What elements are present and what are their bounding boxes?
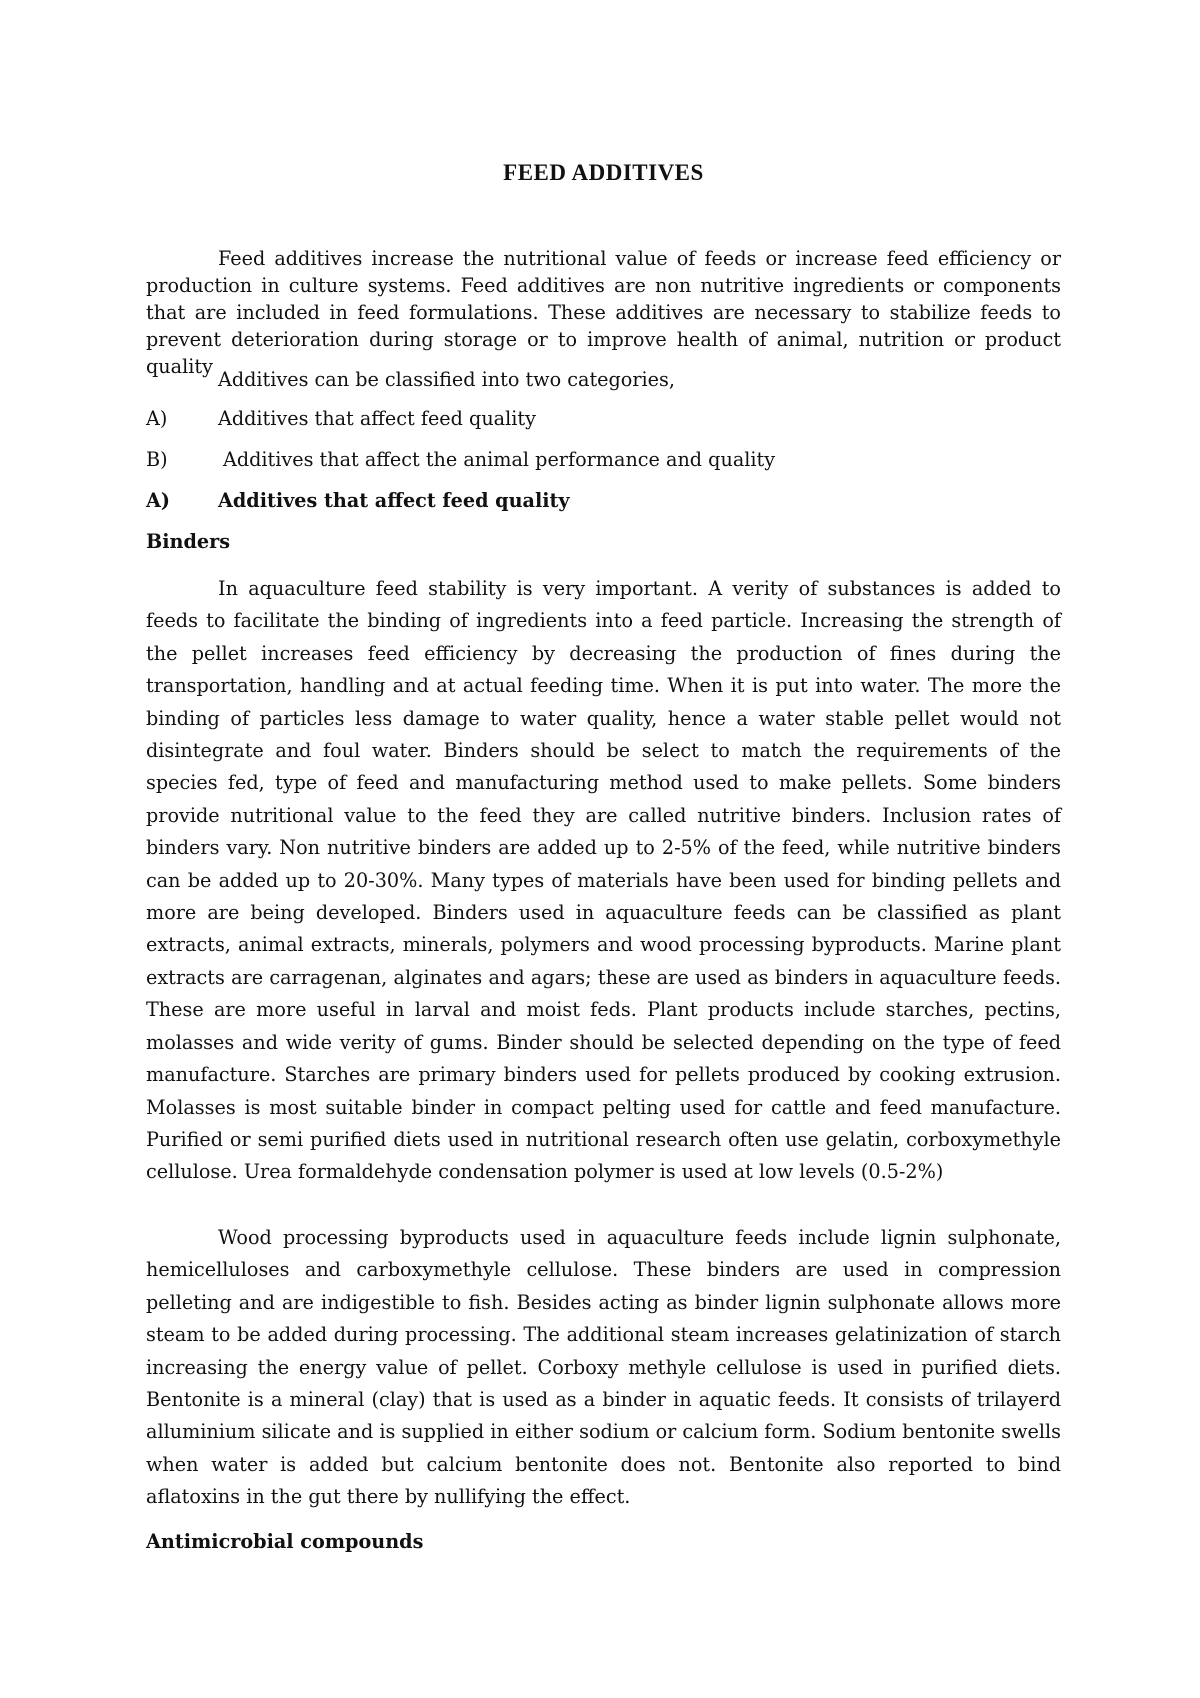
page-title: FEED ADDITIVES [503, 160, 704, 185]
intro-paragraph: Feed additives increase the nutritional value of feeds or increase feed efficiency or production in culture systems. Feed additives are non nutritive ingredients or components that are included in feed formulations. These additives are necessary to stabilize feeds to prevent deterioration during storage or to improve health of animal, nutrition or product quality [146, 247, 1061, 378]
category-text-a: Additives that affect feed quality [218, 407, 536, 430]
category-label-b: B) [146, 448, 168, 471]
section-label-a: A) [146, 489, 170, 512]
category-text-b: Additives that affect the animal performance and quality [223, 448, 776, 471]
binders-paragraph-2: Wood processing byproducts used in aquaculture feeds include lignin sulphonate, hemicelluloses and carboxymethyle cellulose. These binders are used in compression pelleting and are indigestible to fish. Besides acting as binder lignin sulphonate allows more steam to be added during processing. The additional steam increases gelatinization of starch increasing the energy value of pellet. Corboxy methyle cellulose is used in purified diets. Bentonite is a mineral (clay) that is used as a binder in aquatic feeds. It consists of trilayerd alluminium silicate and is supplied in either sodium or calcium form. Sodium bentonite swells when water is added but calcium bentonite does not. Bentonite also reported to bind aflatoxins in the gut there by nullifying the effect. [146, 1226, 1061, 1509]
section-text-a: Additives that affect feed quality [218, 489, 570, 512]
category-label-a: A) [146, 407, 168, 430]
classification-intro-text: Additives can be classified into two categories, [218, 368, 675, 391]
binders-heading: Binders [146, 530, 230, 553]
binders-paragraph-1: In aquaculture feed stability is very important. A verity of substances is added to feeds to facilitate the binding of ingredients into a feed particle. Increasing the strength of the pellet increases feed efficiency by decreasing the production of fines during the transportation, handling and at actual feeding time. When it is put into water. The more the binding of particles less damage to water quality, hence a water stable pellet would not disintegrate and foul water. Binders should be select to match the requirements of the species fed, type of feed and manufacturing method used to make pellets. Some binders provide nutritional value to the feed they are called nutritive binders. Inclusion rates of binders vary. Non nutritive binders are added up to 2-5% of the feed, while nutritive binders can be added up to 20-30%. Many types of materials have been used for binding pellets and more are being developed. Binders used in aquaculture feeds can be classified as plant extracts, animal extracts, minerals, polymers and wood processing byproducts. Marine plant extracts are carragenan, alginates and agars; these are used as binders in aquaculture feeds. These are more useful in larval and moist feds. Plant products include starches, pectins, molasses and wide verity of gums. Binder should be selected depending on the type of feed manufacture. Starches are primary binders used for pellets produced by cooking extrusion. Molasses is most suitable binder in compact pelting used for cattle and feed manufacture. Purified or semi purified diets used in nutritional research often use gelatin, corboxymethyle cellulose. Urea formaldehyde condensation polymer is used at low levels (0.5-2%) [146, 577, 1061, 1184]
antimicrobial-heading: Antimicrobial compounds [146, 1530, 424, 1553]
